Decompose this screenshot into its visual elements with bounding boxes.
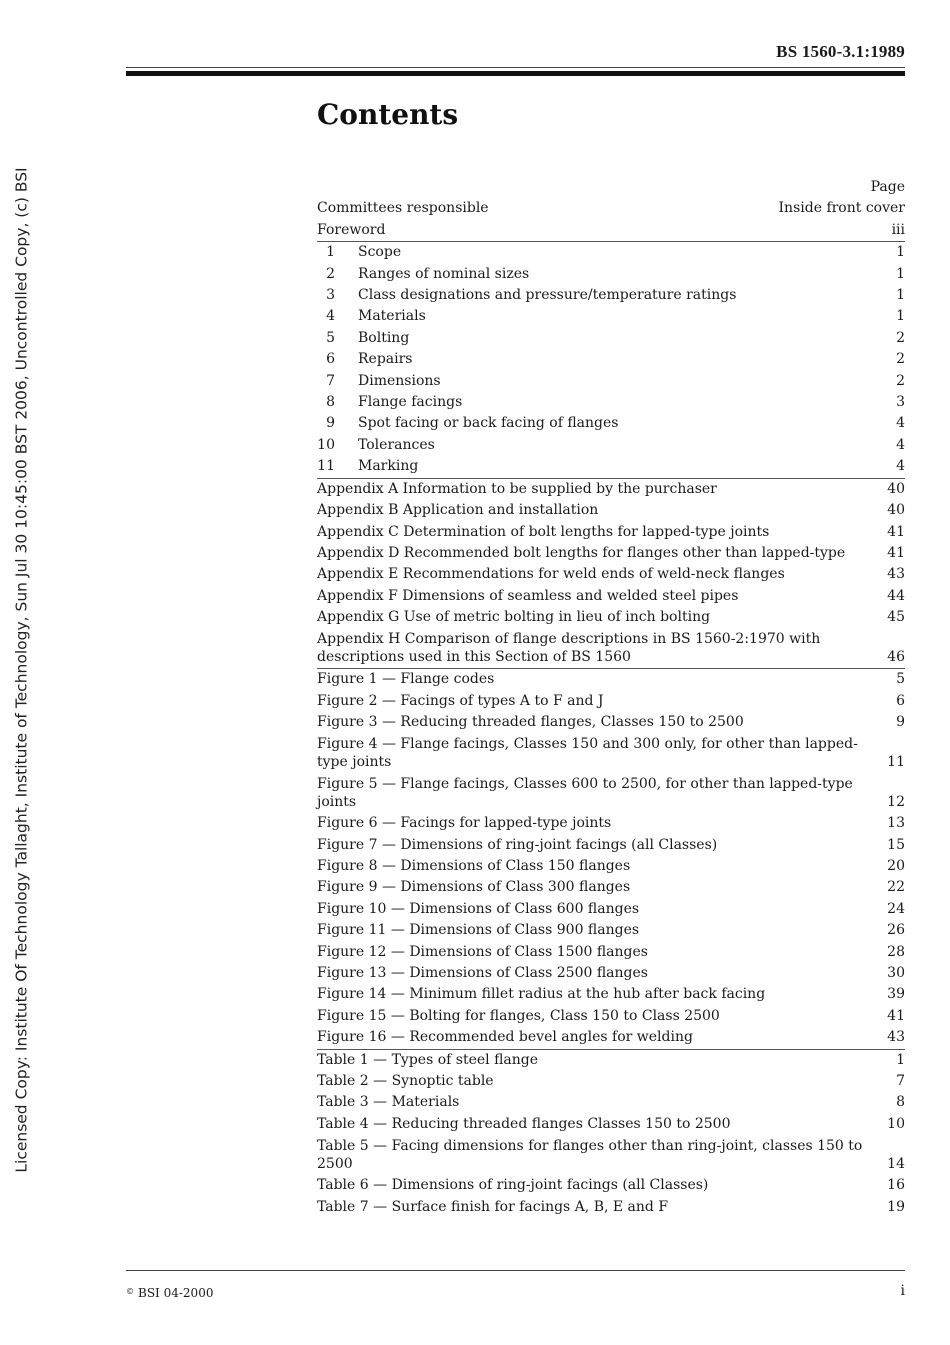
toc-entry-title: Figure 14 — Minimum fillet radius at the hub after back facing [317,986,766,1003]
toc-entry [317,1006,905,1027]
toc-entry-title: Table 6 — Dimensions of ring-joint facings (all Classes) [317,1177,709,1194]
toc-entry-title: Repairs [358,351,413,368]
toc-entry-page: 11 [887,754,905,771]
toc-entry-title: Figure 16 — Recommended bevel angles for welding [317,1029,693,1046]
toc-entry-number: 7 [326,372,335,389]
toc-entry-title: Scope [358,244,402,261]
toc-entry-title: Table 5 — Facing dimensions for flanges other than ring-joint, classes 150 to 2500 [317,1137,863,1173]
toc-entry-title: Foreword [317,221,386,238]
toc-entry [317,564,905,585]
toc-entry-page: 46 [887,649,905,666]
toc-entry-title: Appendix F Dimensions of seamless and welded steel pipes [317,587,739,604]
toc-entry-page: 22 [887,879,905,896]
toc-entry-title: Figure 11 — Dimensions of Class 900 flanges [317,922,640,939]
toc-entry-title: Appendix B Application and installation [317,502,599,519]
toc-entry [317,349,905,370]
toc-entry-page: 40 [887,502,905,519]
toc-entry [317,734,905,774]
toc-entry-number: 9 [326,415,335,432]
toc-entry [317,691,905,712]
toc-entry-page: 16 [887,1177,905,1194]
toc-entry-title: Figure 1 — Flange codes [317,671,495,688]
toc-entry-page: 2 [896,372,905,389]
toc-entry [317,1135,905,1175]
toc-entry [317,543,905,564]
toc-entry-title: Table 4 — Reducing threaded flanges Classes 150 to 2500 [317,1115,731,1132]
toc-entry-page: 30 [887,965,905,982]
toc-entry-page: 4 [896,415,905,432]
header-rule-thin [126,67,905,68]
toc-group [317,1049,905,1218]
toc-entry-title: Figure 2 — Facings of types A to F and J [317,692,604,709]
toc-entry-page: 4 [896,436,905,453]
toc-entry-title: Table 3 — Materials [317,1094,460,1111]
toc-entry-number: 5 [326,329,335,346]
toc-entry [317,920,905,941]
document-code: BS 1560-3.1:1989 [776,42,905,61]
toc-entry-page: 12 [887,794,905,811]
toc-entry-title: Figure 10 — Dimensions of Class 600 flanges [317,900,640,917]
toc-entry-title: Spot facing or back facing of flanges [358,415,619,432]
toc-entry-page: 41 [887,544,905,561]
toc-entry [317,1050,905,1071]
toc-entry-title: Materials [358,308,426,325]
toc-entry [317,963,905,984]
toc-entry-title: Flange facings [358,394,463,411]
toc-entry-page: 5 [896,671,905,688]
toc-entry [317,456,905,477]
toc-entry [317,198,905,219]
toc-entry-number: 6 [326,351,335,368]
toc-entry-page: 3 [896,394,905,411]
toc-entry-page: 20 [887,858,905,874]
page-column-heading: Page [870,179,905,195]
toc-entry-page: Inside front cover [778,200,905,217]
toc-entry [317,1092,905,1113]
toc-entry-page: 2 [896,329,905,346]
footer-rule [126,1270,905,1271]
toc-entry [317,285,905,306]
toc-entry-number: 1 [326,244,335,261]
toc-entry [317,1197,905,1218]
toc-entry-title: Table 1 — Types of steel flange [317,1051,539,1068]
toc-entry-page: 43 [887,1029,905,1046]
toc-entry-number: 11 [317,458,335,475]
toc-entry-page: 15 [887,836,905,853]
footer-page-number: i [900,1283,905,1299]
toc-entry-page: 44 [887,587,905,604]
toc-entry [317,856,905,877]
toc-entry [317,1175,905,1196]
toc-entry-title: Tolerances [358,436,435,453]
toc-entry-page: 6 [896,692,905,709]
toc-entry-title: Class designations and pressure/temperature ratings [358,287,737,304]
toc-entry-page: 4 [896,458,905,475]
header-rule-thick [126,71,905,76]
toc-entry [317,264,905,285]
toc-group [317,198,905,241]
toc-entry [317,607,905,628]
toc-entry-page: 1 [896,1051,905,1068]
toc-entry-page: 1 [896,244,905,261]
toc-entry [317,306,905,327]
toc-entry-title: Figure 13 — Dimensions of Class 2500 flanges [317,965,648,982]
toc-entry-page: 14 [887,1156,905,1173]
toc-entry-title: Appendix C Determination of bolt lengths for lapped-type joints [317,523,770,540]
toc-entry [317,712,905,733]
toc-entry-page: 10 [887,1115,905,1132]
toc-entry-page: 28 [887,943,905,960]
toc-entry-page: 43 [887,566,905,583]
toc-entry-page: 24 [887,900,905,917]
footer-copyright [126,1286,213,1300]
toc-entry [317,1027,905,1048]
toc-entry-number: 10 [317,436,335,453]
page-title: Contents [317,98,459,131]
toc-entry-page: 1 [896,265,905,282]
toc-entry-title: Appendix G Use of metric bolting in lieu of inch bolting [317,609,711,626]
toc-groups [317,198,905,1218]
toc-entry-title: Figure 7 — Dimensions of ring-joint facings (all Classes) [317,836,718,853]
toc-entry [317,242,905,263]
toc-entry [317,984,905,1005]
toc-entry-title: Figure 6 — Facings for lapped-type joints [317,815,612,832]
toc-entry-page: 7 [896,1073,905,1090]
toc-entry-title: Figure 8 — Dimensions of Class 150 flanges [317,858,631,874]
toc-entry [317,813,905,834]
license-side-note: Licensed Copy: Institute Of Technology Tallaght, Institute of Technology, Sun Jul 30 10:45:00 BST 2006, Uncontrolled Copy, (c) BSI [12,167,31,1173]
toc-entry-title: Ranges of nominal sizes [358,265,530,282]
toc-entry-title: Figure 9 — Dimensions of Class 300 flanges [317,879,631,896]
toc-entry [317,500,905,521]
toc-entry-page: 1 [896,308,905,325]
toc-entry-number: 8 [326,394,335,411]
toc-entry-title: Appendix H Comparison of flange descriptions in BS 1560-2:1970 with descriptions used in this Section of BS 1560 [317,631,821,666]
toc-entry-number: 2 [326,265,335,282]
toc-entry-title: Figure 3 — Reducing threaded flanges, Classes 150 to 2500 [317,714,744,731]
toc-entry-page: 19 [887,1198,905,1215]
toc-entry [317,435,905,456]
toc-entry [317,392,905,413]
toc-entry [317,1114,905,1135]
toc-entry-title: Committees responsible [317,200,489,217]
toc-entry-title: Bolting [358,329,410,346]
toc-entry [317,877,905,898]
toc-entry [317,220,905,241]
toc-entry-page: 41 [887,523,905,540]
toc-entry-page: 39 [887,986,905,1003]
toc-entry-page: 2 [896,351,905,368]
toc-entry [317,328,905,349]
toc-entry-title: Figure 4 — Flange facings, Classes 150 and 300 only, for other than lapped-type joints [317,736,858,771]
toc-entry [317,942,905,963]
toc-entry-title: Table 2 — Synoptic table [317,1073,494,1090]
toc-entry-title: Appendix D Recommended bolt lengths for flanges other than lapped-type [317,544,846,561]
toc-entry-page: 40 [887,480,905,497]
toc-group [317,668,905,1048]
toc-entry [317,669,905,690]
toc-entry [317,773,905,813]
toc-entry-title: Figure 5 — Flange facings, Classes 600 to 2500, for other than lapped-type joints [317,775,853,811]
toc-group [317,478,905,669]
toc-entry-title: Appendix E Recommendations for weld ends of weld-neck flanges [317,566,785,583]
toc-entry [317,479,905,500]
toc-entry [317,629,905,669]
toc-entry-page: 1 [896,287,905,304]
toc-entry-page: 26 [887,922,905,939]
toc-entry [317,522,905,543]
toc-group [317,241,905,477]
toc-entry-page: iii [891,221,905,238]
toc-entry-page: 9 [896,714,905,731]
toc-entry-page: 41 [887,1007,905,1024]
copyright-symbol: © [126,1287,134,1296]
toc-entry [317,586,905,607]
toc-entry-number: 4 [326,308,335,325]
copyright-text: BSI 04-2000 [138,1286,214,1300]
toc-entry [317,371,905,392]
toc-entry [317,413,905,434]
toc-entry-title: Table 7 — Surface finish for facings A, B, E and F [317,1198,669,1215]
table-of-contents [317,177,905,1218]
toc-entry-title: Dimensions [358,372,441,389]
toc-entry-title: Figure 12 — Dimensions of Class 1500 flanges [317,943,648,960]
toc-entry-number: 3 [326,287,335,304]
toc-entry [317,1071,905,1092]
toc-entry-page: 45 [887,609,905,626]
toc-entry-title: Marking [358,458,419,475]
toc-entry [317,835,905,856]
toc-entry-page: 8 [896,1094,905,1111]
toc-entry-page: 13 [887,815,905,832]
toc-entry-title: Figure 15 — Bolting for flanges, Class 150 to Class 2500 [317,1007,720,1024]
toc-entry [317,899,905,920]
toc-entry-title: Appendix A Information to be supplied by the purchaser [317,480,717,497]
